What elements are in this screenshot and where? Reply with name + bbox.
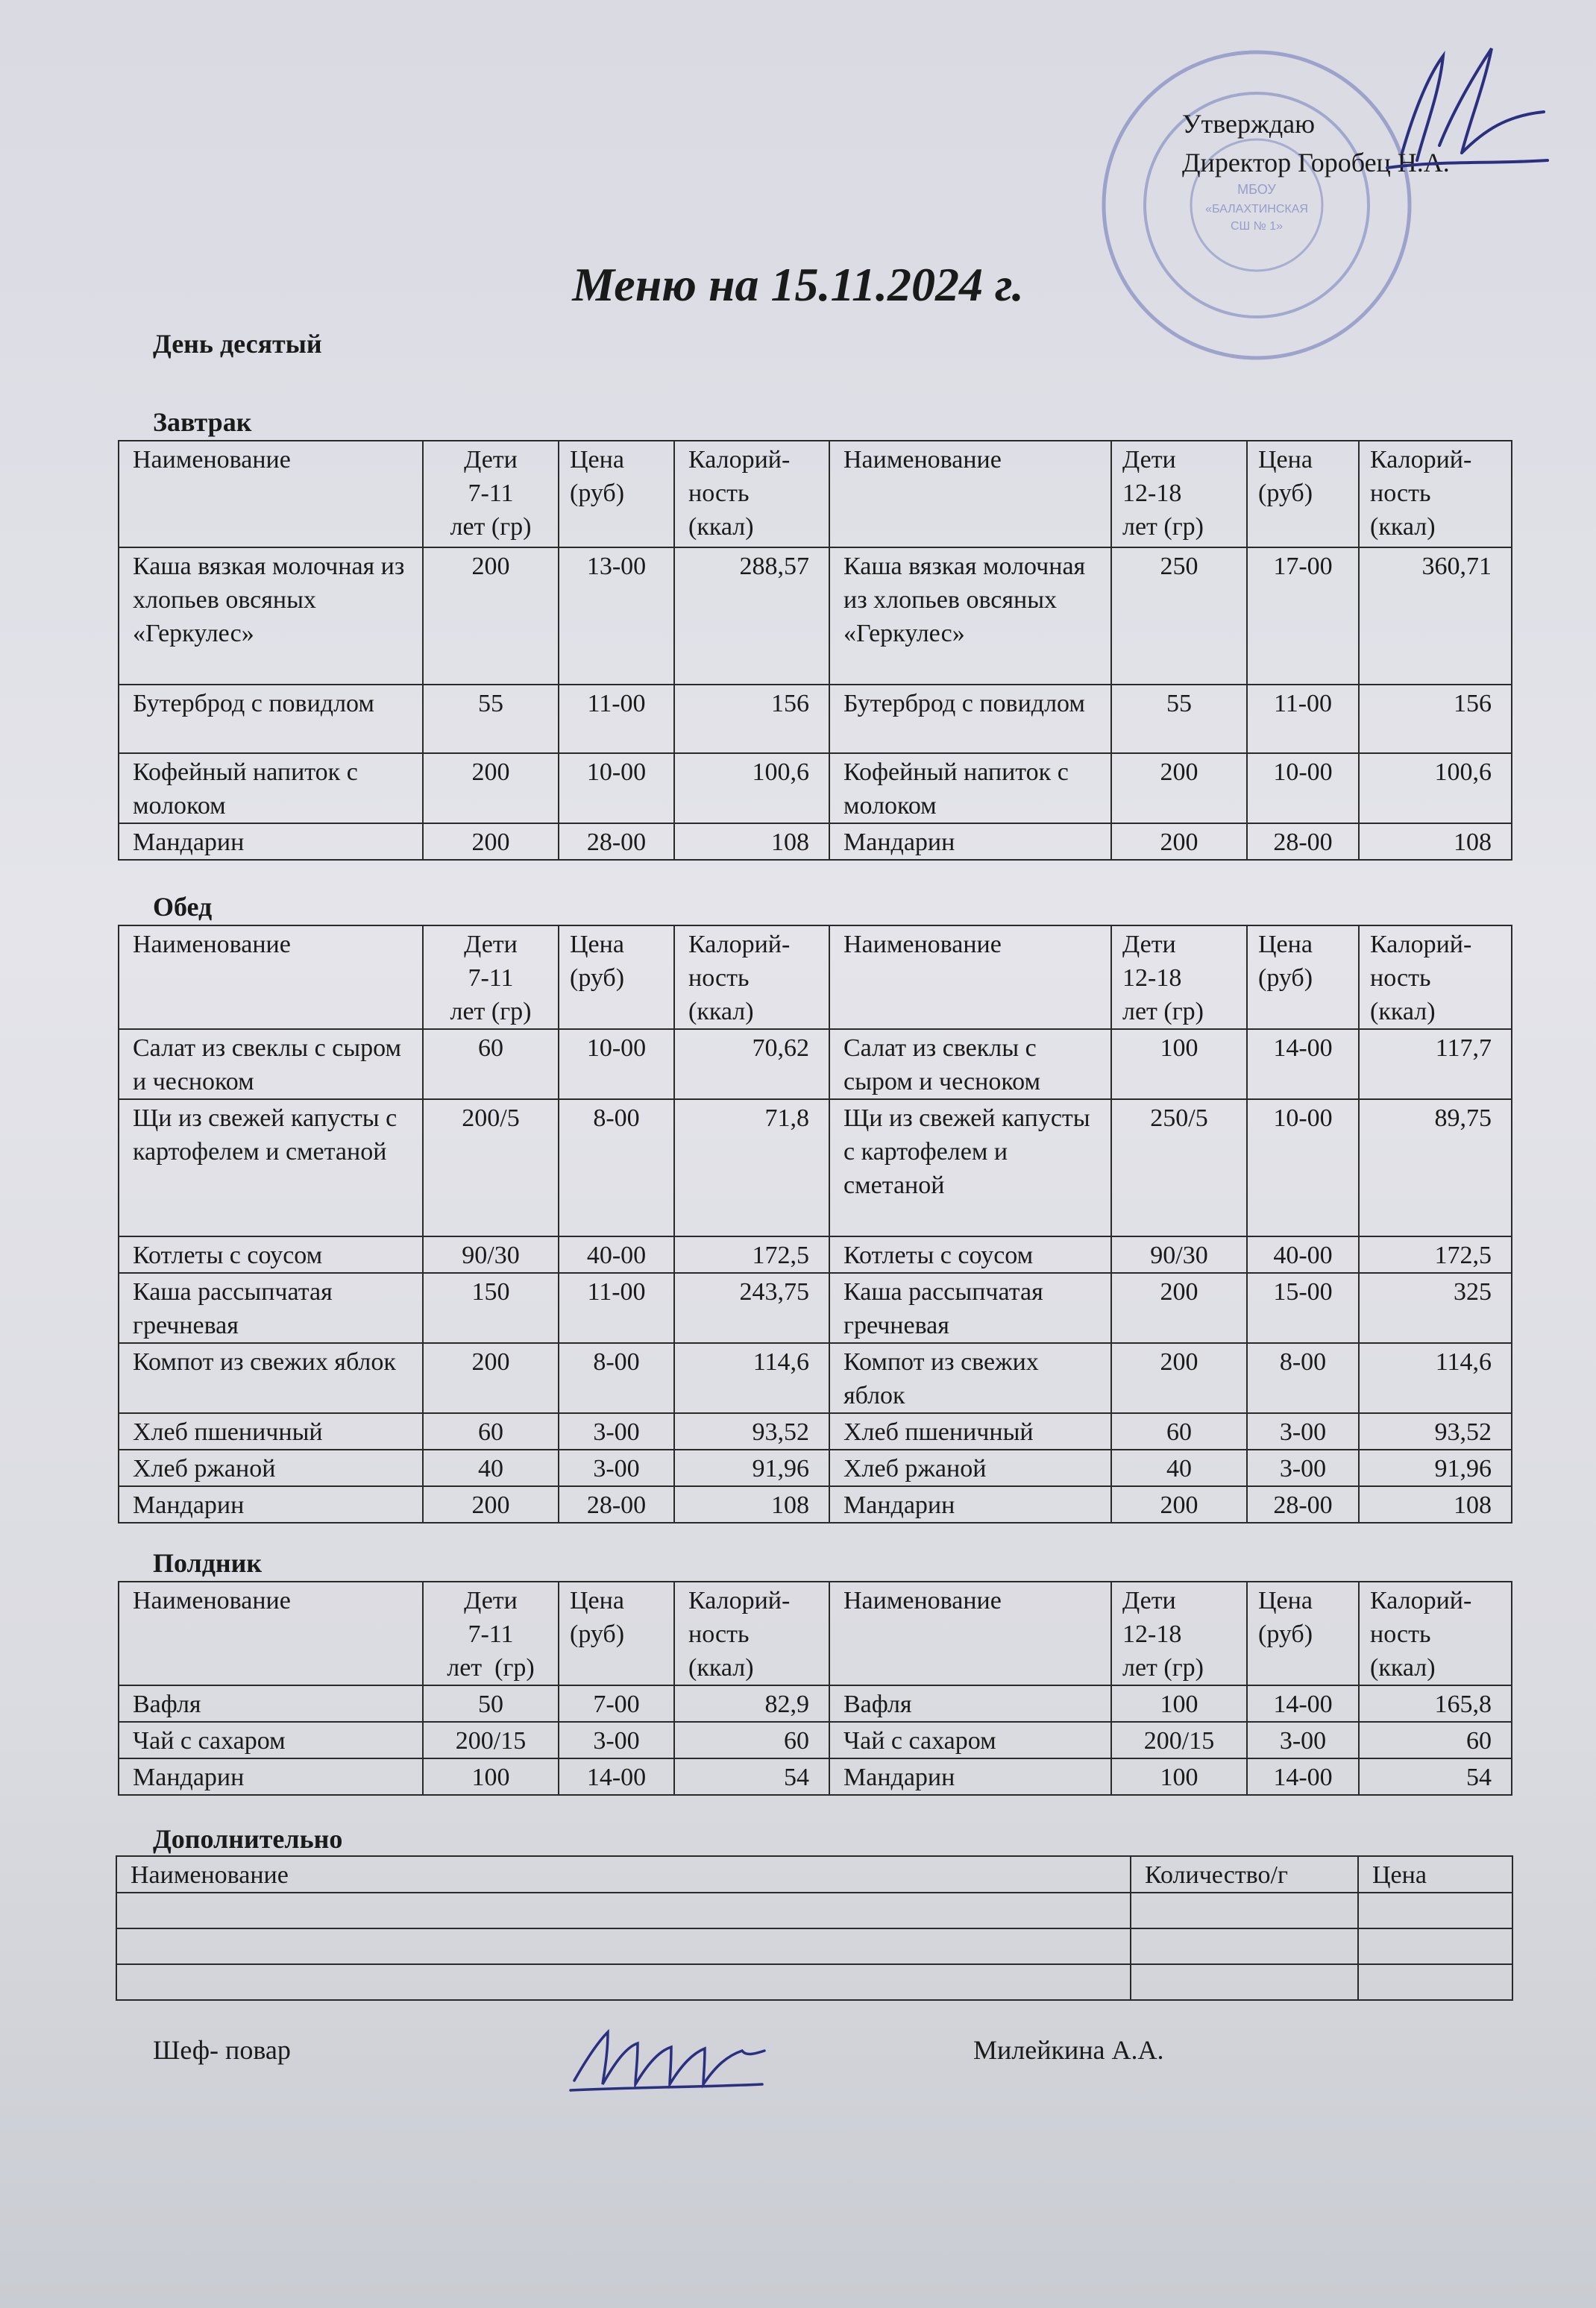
portion: 200 [423, 823, 559, 860]
dish-name: Хлеб пшеничный [829, 1413, 1111, 1450]
table-header-row [119, 925, 1512, 1029]
col-calories: Калорий- ность (ккал) [674, 925, 829, 1029]
calories: 360,71 [1359, 547, 1512, 685]
price: 28-00 [1247, 823, 1359, 860]
portion: 60 [423, 1029, 559, 1099]
price: 11-00 [559, 685, 674, 753]
portion: 90/30 [423, 1236, 559, 1273]
col-price: Цена (руб) [559, 925, 674, 1029]
price: 14-00 [559, 1758, 674, 1795]
dish-name: Компот из свежих яблок [119, 1343, 423, 1413]
portion: 200/15 [423, 1722, 559, 1758]
calories: 156 [674, 685, 829, 753]
table-row [119, 1722, 1512, 1758]
col-kids-young: Дети 7-11 лет (гр) [423, 925, 559, 1029]
price: 15-00 [1247, 1273, 1359, 1343]
price: 7-00 [559, 1685, 674, 1722]
table-header-row [116, 1856, 1512, 1893]
table-row [119, 1236, 1512, 1273]
price: 8-00 [559, 1343, 674, 1413]
breakfast-label: Завтрак [153, 407, 252, 437]
col-calories: Калорий- ность (ккал) [1359, 441, 1512, 547]
col-kids-old: Дети 12-18 лет (гр) [1111, 441, 1247, 547]
price: 3-00 [559, 1450, 674, 1486]
breakfast-table [118, 440, 1512, 861]
col-name: Наименование [116, 1856, 1131, 1893]
portion: 200/5 [423, 1099, 559, 1236]
calories: 156 [1359, 685, 1512, 753]
price: 10-00 [1247, 1099, 1359, 1236]
table-row [119, 1413, 1512, 1450]
dish-name: Каша рассыпчатая гречневая [119, 1273, 423, 1343]
svg-text:«БАЛАХТИНСКАЯ: «БАЛАХТИНСКАЯ [1205, 203, 1308, 216]
col-kids-young: Дети 7-11 лет (гр) [423, 441, 559, 547]
dish-name: Мандарин [119, 1486, 423, 1523]
price: 10-00 [1247, 753, 1359, 823]
col-name: Наименование [119, 925, 423, 1029]
dish-name: Хлеб пшеничный [119, 1413, 423, 1450]
portion: 200 [1111, 1273, 1247, 1343]
table-row [119, 1029, 1512, 1099]
col-price: Цена (руб) [1247, 441, 1359, 547]
dish-name: Котлеты с соусом [829, 1236, 1111, 1273]
col-price: Цена (руб) [1247, 925, 1359, 1029]
snack-table [118, 1581, 1512, 1796]
table-row [119, 1273, 1512, 1343]
portion: 40 [423, 1450, 559, 1486]
dish-name: Каша вязкая молочная из хлопьев овсяных «Геркулес» [119, 547, 423, 685]
col-price: Цена (руб) [1247, 1582, 1359, 1685]
calories: 91,96 [674, 1450, 829, 1486]
table-row [116, 1928, 1512, 1964]
price: 10-00 [559, 753, 674, 823]
portion: 200 [1111, 1343, 1247, 1413]
table-row [119, 823, 1512, 860]
portion: 200 [423, 1486, 559, 1523]
col-calories: Калорий- ность (ккал) [674, 1582, 829, 1685]
table-row [119, 1099, 1512, 1236]
price: 40-00 [1247, 1236, 1359, 1273]
calories: 89,75 [1359, 1099, 1512, 1236]
col-calories: Калорий- ность (ккал) [1359, 925, 1512, 1029]
table-row [119, 547, 1512, 685]
calories: 325 [1359, 1273, 1512, 1343]
price: 8-00 [559, 1099, 674, 1236]
col-name: Наименование [119, 1582, 423, 1685]
table-header-row [119, 441, 1512, 547]
chef-role: Шеф- повар [153, 2035, 291, 2065]
dish-name: Вафля [829, 1685, 1111, 1722]
director-signature [1372, 41, 1551, 190]
dish-name: Салат из свеклы с сыром и чесноком [119, 1029, 423, 1099]
price: 3-00 [559, 1413, 674, 1450]
dish-name: Мандарин [119, 823, 423, 860]
price: 13-00 [559, 547, 674, 685]
col-kids-young: Дети 7-11 лет (гр) [423, 1582, 559, 1685]
portion: 200 [1111, 1486, 1247, 1523]
calories: 71,8 [674, 1099, 829, 1236]
chef-name: Милейкина А.А. [973, 2035, 1164, 2065]
day-label: День десятый [153, 329, 322, 359]
dish-name: Хлеб ржаной [119, 1450, 423, 1486]
portion: 100 [1111, 1029, 1247, 1099]
calories: 165,8 [1359, 1685, 1512, 1722]
dish-name: Чай с сахаром [829, 1722, 1111, 1758]
portion: 100 [423, 1758, 559, 1795]
calories: 100,6 [1359, 753, 1512, 823]
table-row [119, 1486, 1512, 1523]
calories: 108 [1359, 1486, 1512, 1523]
price: 3-00 [1247, 1450, 1359, 1486]
price: 10-00 [559, 1029, 674, 1099]
dish-name: Кофейный напиток с молоком [119, 753, 423, 823]
price: 3-00 [1247, 1413, 1359, 1450]
calories: 60 [1359, 1722, 1512, 1758]
portion: 200 [1111, 823, 1247, 860]
calories: 54 [1359, 1758, 1512, 1795]
portion: 100 [1111, 1685, 1247, 1722]
dish-name: Чай с сахаром [119, 1722, 423, 1758]
price: 11-00 [1247, 685, 1359, 753]
table-row [119, 685, 1512, 753]
extra-label: Дополнительно [153, 1824, 343, 1854]
calories: 100,6 [674, 753, 829, 823]
dish-name: Кофейный напиток с молоком [829, 753, 1111, 823]
calories: 70,62 [674, 1029, 829, 1099]
col-name: Наименование [829, 1582, 1111, 1685]
page-title: Меню на 15.11.2024 г. [572, 258, 1024, 311]
col-calories: Калорий- ность (ккал) [674, 441, 829, 547]
price: 3-00 [559, 1722, 674, 1758]
calories: 93,52 [1359, 1413, 1512, 1450]
col-price: Цена [1358, 1856, 1512, 1893]
portion: 250 [1111, 547, 1247, 685]
calories: 114,6 [674, 1343, 829, 1413]
table-row [119, 753, 1512, 823]
svg-text:СШ № 1»: СШ № 1» [1230, 220, 1284, 233]
extra-table [116, 1855, 1513, 2001]
price: 3-00 [1247, 1722, 1359, 1758]
calories: 288,57 [674, 547, 829, 685]
col-name: Наименование [119, 441, 423, 547]
price: 14-00 [1247, 1685, 1359, 1722]
dish-name: Мандарин [829, 1758, 1111, 1795]
calories: 243,75 [674, 1273, 829, 1343]
portion: 60 [1111, 1413, 1247, 1450]
dish-name: Бутерброд с повидлом [119, 685, 423, 753]
approval-line1: Утверждаю [1182, 109, 1316, 139]
chef-signature [567, 2010, 768, 2099]
portion: 50 [423, 1685, 559, 1722]
portion: 150 [423, 1273, 559, 1343]
dish-name: Салат из свеклы с сыром и чесноком [829, 1029, 1111, 1099]
dish-name: Щи из свежей капусты с картофелем и сметаной [829, 1099, 1111, 1236]
dish-name: Мандарин [119, 1758, 423, 1795]
portion: 90/30 [1111, 1236, 1247, 1273]
table-row [119, 1450, 1512, 1486]
calories: 54 [674, 1758, 829, 1795]
calories: 117,7 [1359, 1029, 1512, 1099]
portion: 40 [1111, 1450, 1247, 1486]
calories: 108 [674, 823, 829, 860]
price: 11-00 [559, 1273, 674, 1343]
calories: 82,9 [674, 1685, 829, 1722]
calories: 114,6 [1359, 1343, 1512, 1413]
col-name: Наименование [829, 441, 1111, 547]
school-stamp [1096, 45, 1417, 365]
col-kids-old: Дети 12-18 лет (гр) [1111, 1582, 1247, 1685]
portion: 200 [423, 1343, 559, 1413]
calories: 108 [1359, 823, 1512, 860]
dish-name: Мандарин [829, 823, 1111, 860]
calories: 91,96 [1359, 1450, 1512, 1486]
dish-name: Щи из свежей капусты с картофелем и сметаной [119, 1099, 423, 1236]
col-quantity: Количество/г [1131, 1856, 1358, 1893]
table-header-row [119, 1582, 1512, 1685]
table-row [116, 1964, 1512, 2000]
portion: 55 [423, 685, 559, 753]
lunch-label: Обед [153, 892, 213, 922]
calories: 93,52 [674, 1413, 829, 1450]
portion: 200 [423, 753, 559, 823]
calories: 172,5 [674, 1236, 829, 1273]
portion: 100 [1111, 1758, 1247, 1795]
table-row [116, 1893, 1512, 1928]
dish-name: Каша вязкая молочная из хлопьев овсяных «Геркулес» [829, 547, 1111, 685]
dish-name: Котлеты с соусом [119, 1236, 423, 1273]
calories: 172,5 [1359, 1236, 1512, 1273]
col-calories: Калорий- ность (ккал) [1359, 1582, 1512, 1685]
dish-name: Вафля [119, 1685, 423, 1722]
price: 17-00 [1247, 547, 1359, 685]
table-row [119, 1685, 1512, 1722]
approval-line2: Директор Горобец Н.А. [1182, 148, 1450, 177]
col-name: Наименование [829, 925, 1111, 1029]
dish-name: Каша рассыпчатая гречневая [829, 1273, 1111, 1343]
price: 14-00 [1247, 1758, 1359, 1795]
dish-name: Компот из свежих яблок [829, 1343, 1111, 1413]
table-row [119, 1758, 1512, 1795]
price: 28-00 [559, 823, 674, 860]
portion: 60 [423, 1413, 559, 1450]
col-price: Цена (руб) [559, 1582, 674, 1685]
calories: 108 [674, 1486, 829, 1523]
portion: 200/15 [1111, 1722, 1247, 1758]
portion: 250/5 [1111, 1099, 1247, 1236]
col-kids-old: Дети 12-18 лет (гр) [1111, 925, 1247, 1029]
svg-text:МБОУ: МБОУ [1237, 182, 1276, 197]
lunch-table [118, 925, 1512, 1524]
dish-name: Бутерброд с повидлом [829, 685, 1111, 753]
price: 28-00 [1247, 1486, 1359, 1523]
portion: 200 [1111, 753, 1247, 823]
portion: 200 [423, 547, 559, 685]
table-row [119, 1343, 1512, 1413]
dish-name: Мандарин [829, 1486, 1111, 1523]
price: 8-00 [1247, 1343, 1359, 1413]
portion: 55 [1111, 685, 1247, 753]
price: 28-00 [559, 1486, 674, 1523]
snack-label: Полдник [153, 1548, 263, 1578]
col-price: Цена (руб) [559, 441, 674, 547]
calories: 60 [674, 1722, 829, 1758]
dish-name: Хлеб ржаной [829, 1450, 1111, 1486]
price: 14-00 [1247, 1029, 1359, 1099]
price: 40-00 [559, 1236, 674, 1273]
